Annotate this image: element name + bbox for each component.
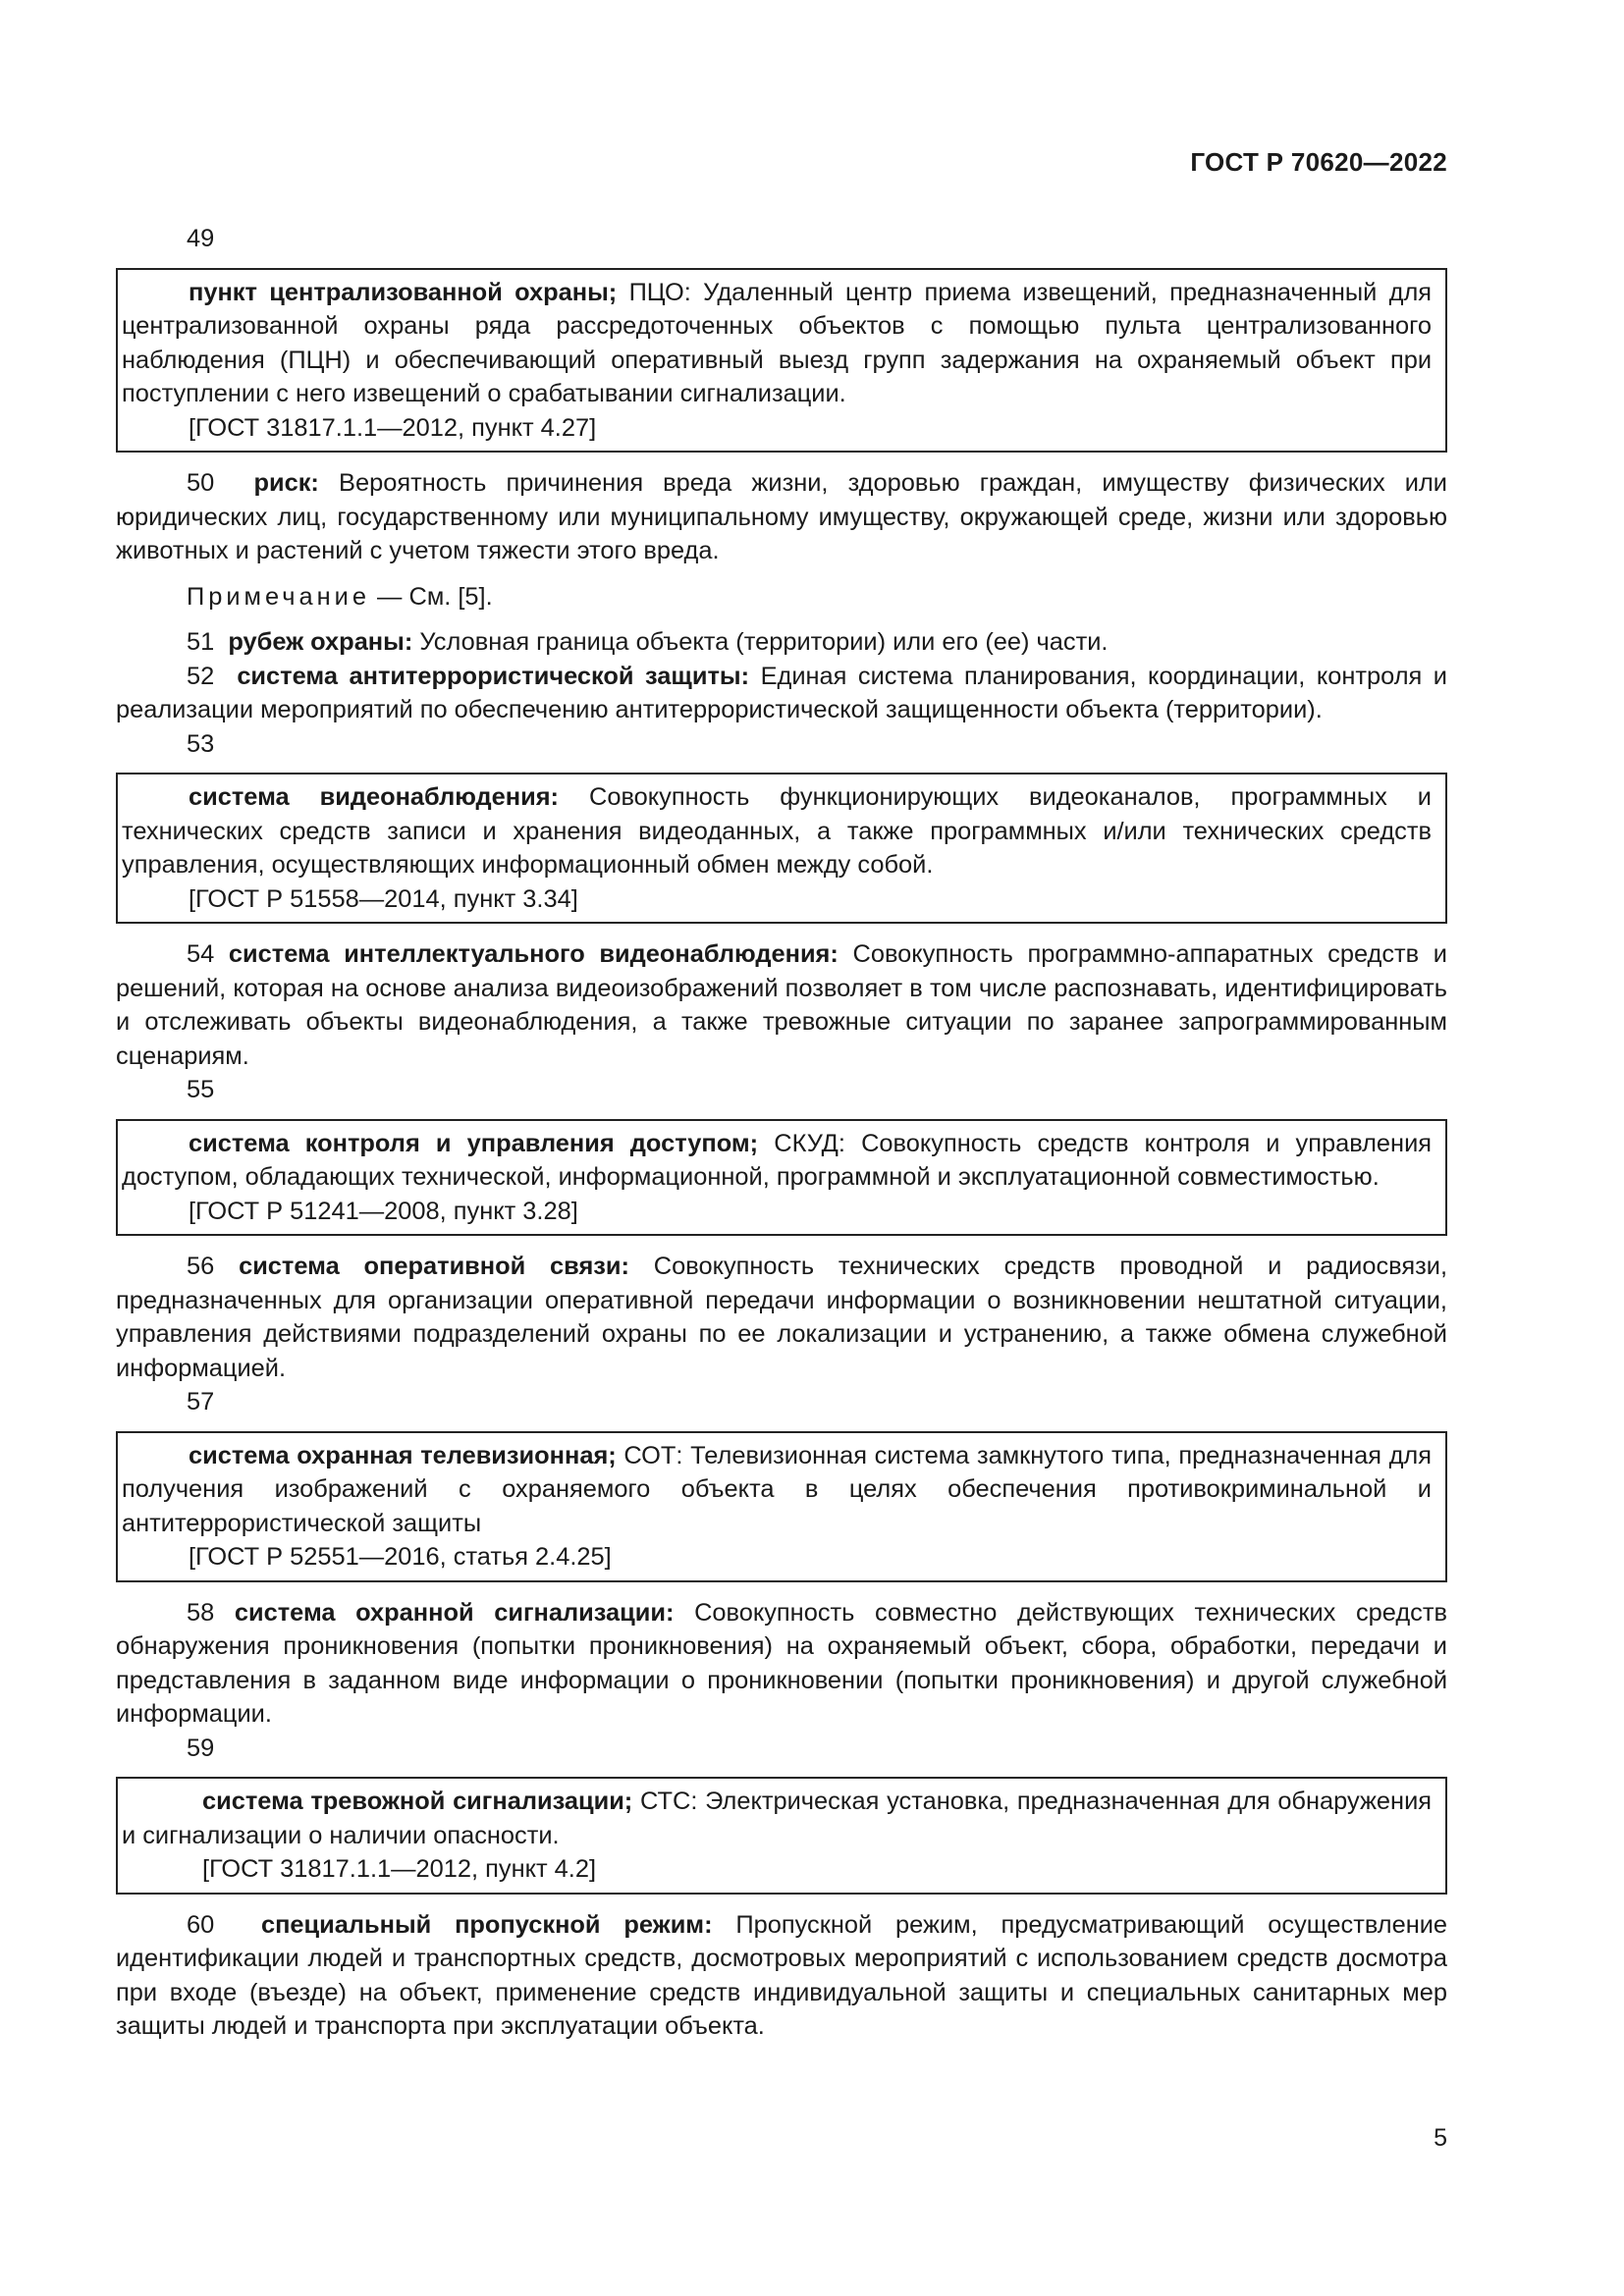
term-name: риск:: [253, 469, 319, 497]
term-name: система видеонаблюдения:: [189, 783, 560, 811]
term-box-55: [116, 1119, 1447, 1237]
term-definition-55: [122, 1127, 1432, 1195]
term-entry-51: [116, 625, 1447, 660]
definition-text: Условная граница объекта (территории) или его (ее) части.: [419, 628, 1109, 656]
term-abbreviation: СОТ:: [623, 1441, 683, 1469]
entry-number-55: 55: [187, 1076, 215, 1103]
term-name: система оперативной связи:: [239, 1253, 629, 1280]
term-name: пункт централизованной охраны;: [189, 278, 618, 306]
term-box-53: [116, 773, 1447, 924]
source-reference-55: [ГОСТ Р 51241—2008, пункт 3.28]: [189, 1197, 578, 1225]
definition-text: Вероятность причинения вреда жизни, здоровью граждан, имуществу физических или юридических лиц, государственному или муниципальному имуществу, окружающей среде, жизни или здоровью животных и растений с учетом тяжести этого вреда.: [116, 469, 1447, 564]
terms-list: [116, 222, 1447, 2044]
entry-number-53: 53: [187, 729, 215, 758]
note-50: [116, 580, 1447, 614]
term-abbreviation: ПЦО:: [628, 278, 691, 306]
term-name: система охранной сигнализации:: [234, 1598, 675, 1627]
term-name: система антитеррористической защиты:: [237, 662, 750, 690]
term-abbreviation: СТС:: [640, 1788, 698, 1815]
definition-text: Совокупность средств контроля и управления доступом, обладающих технической, информационной, программной и эксплуатационной совместимостью.: [122, 1129, 1432, 1191]
definition-text: Единая система планирования, координации, контроля и реализации мероприятий по обеспечению антитеррористической защищенности объекта (территории).: [116, 662, 1447, 723]
term-entry-60: [116, 1908, 1447, 2044]
term-name: рубеж охраны:: [228, 628, 413, 656]
entry-number: 56: [187, 1253, 215, 1280]
page-number: 5: [1434, 2124, 1447, 2152]
entry-number: 60: [187, 1910, 215, 1939]
entry-number-59: 59: [187, 1734, 215, 1762]
term-name: система контроля и управления доступом;: [189, 1129, 759, 1157]
term-name: специальный пропускной режим:: [260, 1910, 713, 1939]
term-definition-53: [122, 780, 1432, 882]
definition-text: Совокупность технических средств проводной и радиосвязи, предназначенных для организации оперативной передачи информации о возникновении нештатной ситуации, управления действиями подразделений охраны по ее локализации и устранению, а также обмена служебной информацией.: [116, 1253, 1447, 1382]
entry-number-49: 49: [187, 225, 215, 252]
term-entry-58: [116, 1596, 1447, 1732]
term-entry-50: [116, 466, 1447, 568]
term-entry-54: [116, 937, 1447, 1073]
source-reference-49: [ГОСТ 31817.1.1—2012, пункт 4.27]: [189, 413, 597, 442]
definition-text: Телевизионная система замкнутого типа, предназначенная для получения изображений с охраняемого объекта в целях обеспечения противокриминальной и антитеррористической защиты: [122, 1441, 1432, 1537]
source-reference-59: [ГОСТ 31817.1.1—2012, пункт 4.2]: [202, 1855, 597, 1883]
term-name: система охранная телевизионная;: [189, 1441, 617, 1469]
entry-number: 58: [187, 1598, 215, 1627]
document-page: [116, 0, 1447, 2296]
definition-text: Совокупность совместно действующих технических средств обнаружения проникновения (попытки проникновения) на охраняемый объект, сбора, обработки, передачи и представления в заданном виде информации о проникновении (попытки проникновения) и другой служебной информации.: [116, 1598, 1447, 1728]
definition-text: Совокупность программно-аппаратных средств и решений, которая на основе анализа видеоизображений позволяет в том числе распознавать, идентифицировать и отслеживать объекты видеонаблюдения, а также тревожные ситуации по заранее запрограммированным сценариям.: [116, 940, 1447, 1070]
term-box-59: [116, 1777, 1447, 1895]
note-label: Примечание: [187, 582, 370, 611]
definition-text: Пропускной режим, предусматривающий осуществление идентификации людей и транспортных средств, досмотровых мероприятий с использованием средств досмотра при входе (въезде) на объект, применение средств индивидуальной защиты и специальных санитарных мер защиты людей и транспорта при эксплуатации объекта.: [116, 1910, 1448, 2040]
definition-text: Удаленный центр приема извещений, предназначенный для централизованной охраны ряда рассредоточенных объектов с помощью пульта централизованного наблюдения (ПЦН) и обеспечивающий оперативный выезд групп задержания на охраняемый объект при поступлении с него извещений о срабатывании сигнализации.: [122, 278, 1433, 407]
term-abbreviation: СКУД:: [774, 1129, 845, 1157]
entry-number-57: 57: [187, 1388, 215, 1415]
term-box-57: [116, 1431, 1447, 1582]
term-name: система тревожной сигнализации;: [202, 1788, 633, 1815]
term-definition-49: [122, 276, 1432, 411]
term-entry-56: [116, 1250, 1447, 1385]
entry-number: 54: [187, 940, 215, 968]
note-text: — См. [5].: [377, 582, 493, 611]
term-name: система интеллектуального видеонаблюдения:: [228, 940, 839, 968]
definition-text: Электрическая установка, предназначенная для обнаружения и сигнализации о наличии опасности.: [122, 1788, 1432, 1849]
term-box-49: [116, 268, 1447, 454]
term-definition-59: [122, 1785, 1432, 1852]
document-code-header: ГОСТ Р 70620—2022: [1190, 147, 1447, 177]
entry-number: 51: [187, 628, 215, 656]
entry-number: 52: [187, 662, 215, 690]
source-reference-57: [ГОСТ Р 52551—2016, статья 2.4.25]: [189, 1543, 612, 1571]
source-reference-53: [ГОСТ Р 51558—2014, пункт 3.34]: [189, 884, 578, 913]
entry-number: 50: [187, 469, 215, 497]
definition-text: Совокупность функционирующих видеоканалов, программных и технических средств записи и хранения видеоданных, а также программных и/или технических средств управления, осуществляющих информационный обмен между собой.: [122, 783, 1432, 879]
term-definition-57: [122, 1439, 1432, 1541]
term-entry-52: [116, 660, 1447, 727]
